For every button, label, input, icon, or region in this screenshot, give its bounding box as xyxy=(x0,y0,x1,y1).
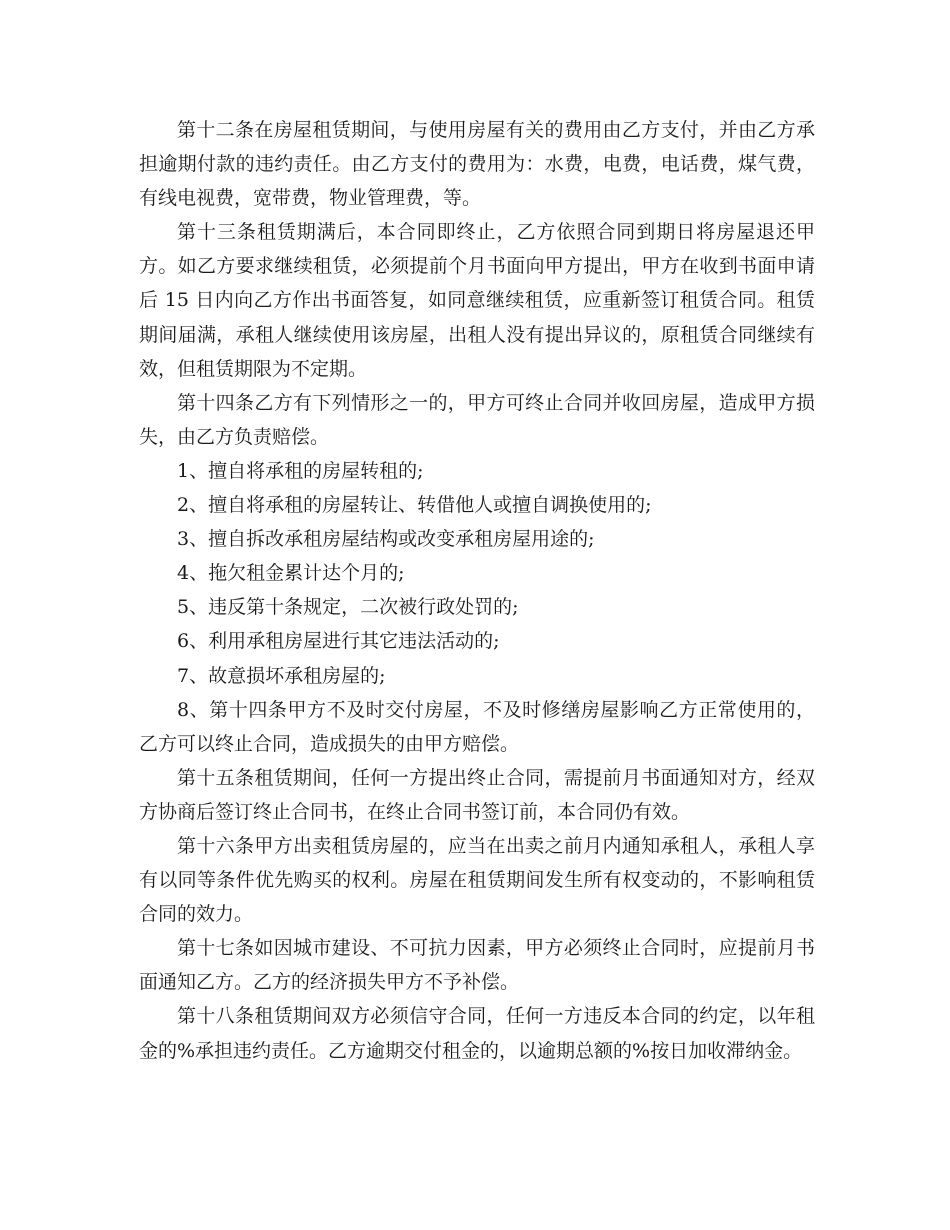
clause-14-item-2: 2、擅自将承租的房屋转让、转借他人或擅自调换使用的; xyxy=(177,494,652,517)
clause-14-item-3: 3、擅自拆改承租房屋结构或改变承租房屋用途的; xyxy=(177,528,595,551)
clause-15: 第十五条租赁期间，任何一方提出终止合同，需提前月书面通知对方，经双方协商后签订终止合同书，在终止合同书签订前，本合同仍有效。 xyxy=(139,766,815,823)
clause-13: 第十三条租赁期满后，本合同即终止，乙方依照合同到期日将房屋退还甲方。如乙方要求继续租赁，必须提前个月书面向甲方提出，甲方在收到书面申请后 15 日内向乙方作出书面答复，如同意继续租赁，应重新签订租赁合同。租赁期间届满，承租人继续使用该房屋，出租人没有提出异议的，原租赁合同继续有效，但租赁期限为不定期。 xyxy=(139,221,815,380)
clause-14-item-4: 4、拖欠租金累计达个月的; xyxy=(177,562,405,585)
clause-17: 第十七条如因城市建设、不可抗力因素，甲方必须终止合同时，应提前月书面通知乙方。乙方的经济损失甲方不予补偿。 xyxy=(139,937,815,994)
clause-14-item-6: 6、利用承租房屋进行其它违法活动的; xyxy=(177,630,500,653)
clause-14-item-8: 8、第十四条甲方不及时交付房屋，不及时修缮房屋影响乙方正常使用的，乙方可以终止合同，造成损失的由甲方赔偿。 xyxy=(139,698,815,755)
clause-14: 第十四条乙方有下列情形之一的，甲方可终止合同并收回房屋，造成甲方损失，由乙方负责赔偿。 xyxy=(139,391,815,448)
clause-16: 第十六条甲方出卖租赁房屋的，应当在出卖之前月内通知承租人，承租人享有以同等条件优先购买的权利。房屋在租赁期间发生所有权变动的，不影响租赁合同的效力。 xyxy=(139,834,815,926)
clause-12: 第十二条在房屋租赁期间，与使用房屋有关的费用由乙方支付，并由乙方承担逾期付款的违约责任。由乙方支付的费用为：水费，电费，电话费，煤气费，有线电视费，宽带费，物业管理费，等。 xyxy=(139,119,815,210)
clause-14-item-5: 5、违反第十条规定，二次被行政处罚的; xyxy=(177,596,519,619)
clause-18: 第十八条租赁期间双方必须信守合同，任何一方违反本合同的约定，以年租金的%承担违约责任。乙方逾期交付租金的，以逾期总额的%按日加收滞纳金。 xyxy=(139,1005,815,1062)
document-body xyxy=(139,113,815,1068)
clause-14-item-7: 7、故意损坏承租房屋的; xyxy=(177,664,386,687)
clause-14-item-1: 1、擅自将承租的房屋转租的; xyxy=(177,459,424,482)
